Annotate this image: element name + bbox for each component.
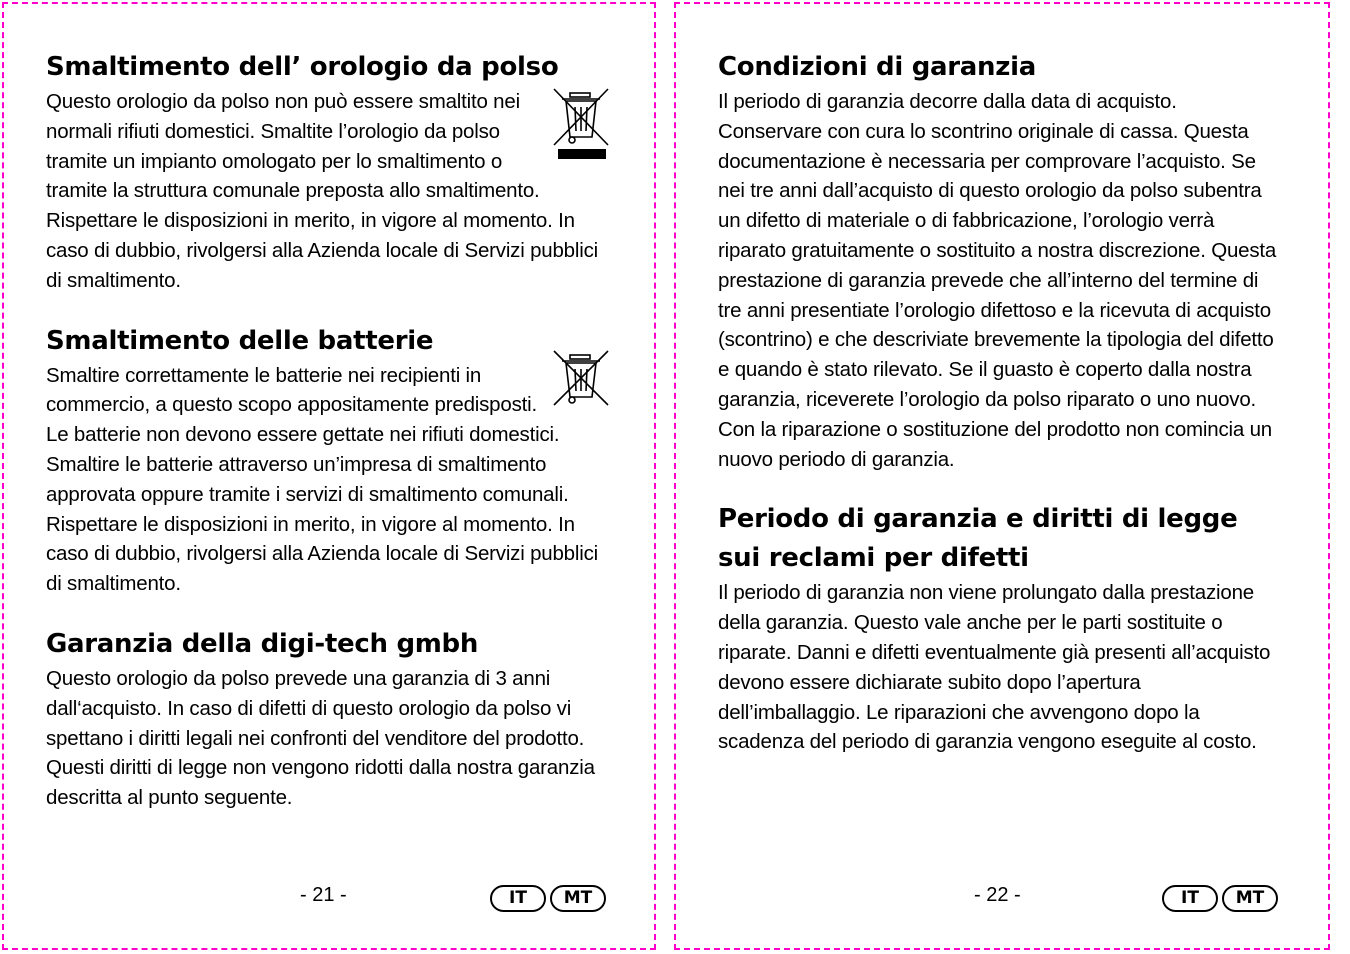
- language-badge-it: IT: [490, 885, 546, 912]
- section-battery-disposal: [46, 322, 610, 599]
- section-warranty-period: [718, 500, 1278, 757]
- section-text: Smaltire correttamente le batterie nei recipienti in commercio, a questo scopo appositamente predisposti. Le batterie non devono essere gettate nei rifiuti domestici. Smaltire le batterie attraverso un’impresa di smaltimento approvata oppure tramite i servizi di smaltimento comunali. Rispettare le disposizioni in merito, in vigore al momento. In caso di dubbio, rivolgersi alla Azienda locale di Servizi pubblici di smaltimento.: [46, 363, 599, 596]
- section-text: Questo orologio da polso non può essere smaltito nei normali rifiuti domestici. Smaltite l’orologio da polso tramite un impianto omologato per lo smaltimento o tramite la struttura comunale preposta allo smaltimento. Rispettare le disposizioni in merito, in vigore al momento. In caso di dubbio, rivolgersi alla Azienda locale di Servizi pubblici di smaltimento.: [46, 90, 599, 292]
- language-badges: [490, 885, 606, 912]
- page-left: [2, 2, 656, 950]
- section-text: Il periodo di garanzia decorre dalla data di acquisto. Conservare con cura lo scontrino originale di cassa. Questa documentazione è necessaria per comprovare l’acquisto. Se nei tre anni dall’acquisto di questo orologio da polso subentra un difetto di materiale o di fabbricazione, l’orologio verrà riparato gratuitamente o sostituito a nostra discrezione. Questa prestazione di garanzia prevede che all’interno del termine di tre anni presentiate l’orologio difettoso e la ricevuta di acquisto (scontrino) e che descriviate brevemente la tipologia del difetto e quando è stato rilevato. Se il guasto è coperto dalla nostra garanzia, riceverete l’orologio da polso riparato o uno nuovo. Con la riparazione o sostituzione del prodotto non comincia un nuovo periodo di garanzia.: [718, 90, 1277, 471]
- section-title: Smaltimento delle batterie: [46, 325, 434, 356]
- page-number: - 21 -: [300, 884, 347, 906]
- language-badge-it: IT: [1162, 885, 1218, 912]
- crossed-bin-icon: [552, 87, 610, 167]
- page-number: - 22 -: [974, 884, 1021, 906]
- page-left-content: [46, 48, 610, 839]
- page-right: [674, 2, 1330, 950]
- section-title: Condizioni di garanzia: [718, 52, 1036, 82]
- language-badges: [1162, 885, 1278, 912]
- section-text: Questi diritti di legge non vengono ridotti dalla nostra garanzia descritta al punto seguente.: [46, 756, 595, 810]
- section-warranty-conditions: [718, 48, 1278, 474]
- section-title: Periodo di garanzia e diritti di legge sui reclami per difetti: [718, 504, 1238, 574]
- section-text: Il periodo di garanzia non viene prolungato dalla prestazione della garanzia. Questo vale anche per le parti sostituite o riparate. Danni e difetti eventualmente già presenti all’acquisto devono essere dichiarate subito dopo l’apertura dell’imballaggio. Le riparazioni che avvengono dopo la scadenza del periodo di garanzia vengono eseguite al costo.: [718, 581, 1271, 754]
- page-right-content: [718, 48, 1278, 783]
- section-title: Garanzia della digi-tech gmbh: [46, 628, 479, 659]
- language-badge-mt: MT: [550, 885, 606, 912]
- section-title: Smaltimento dell’ orologio da polso: [46, 52, 559, 82]
- section-watch-disposal: [46, 48, 610, 296]
- language-badge-mt: MT: [1222, 885, 1278, 912]
- crossed-bin-icon: [552, 349, 610, 411]
- section-warranty: [46, 625, 610, 813]
- section-text: Questo orologio da polso prevede una garanzia di 3 anni dall‘acquisto. In caso di difetti di questo orologio da polso vi spettano i diritti legali nei confronti del venditore del prodotto.: [46, 666, 585, 750]
